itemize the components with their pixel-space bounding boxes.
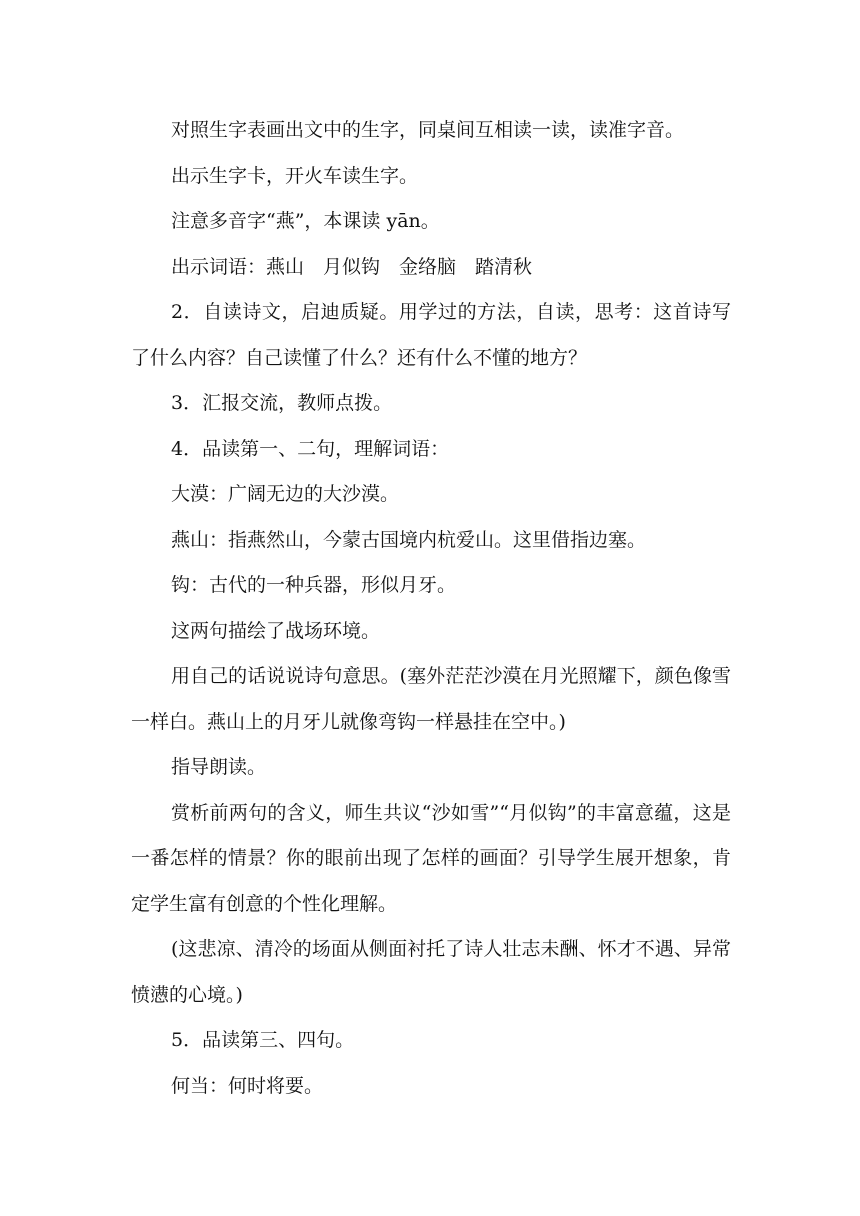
paragraph: 赏析前两句的含义，师生共议“沙如雪”“月似钩”的丰富意蕴，这是一番怎样的情景？你的眼前出现了怎样的画面？引导学生展开想象，肯定学生富有创意的个性化理解。 [131,801,731,915]
paragraph: 用自己的话说说诗句意思。(塞外茫茫沙漠在月光照耀下，颜色像雪一样白。燕山上的月牙儿就像弯钩一样悬挂在空中。) [131,665,731,733]
paragraph: 对照生字表画出文中的生字，同桌间互相读一读，读准字音。 [171,119,685,141]
paragraph: 4．品读第一、二句，理解词语： [171,437,450,460]
paragraph: 何当：何时将要。 [171,1074,324,1097]
paragraph: 燕山：指燕然山，今蒙古国境内杭爱山。这里借指边塞。 [171,528,647,551]
paragraph: 出示生字卡，开火车读生字。 [171,164,419,187]
paragraph: (这悲凉、清冷的场面从侧面衬托了诗人壮志未酬、怀才不遇、异常愤懑的心境。) [131,938,731,1006]
paragraph: 指导朗读。 [171,756,267,778]
paragraph: 注意多音字“燕”，本课读 yān。 [171,210,440,232]
paragraph: 出示词语：燕山 月似钩 金络脑 踏清秋 [171,255,533,278]
paragraph: 5．品读第三、四句。 [171,1029,355,1051]
paragraph: 这两句描绘了战场环境。 [171,619,381,642]
paragraph: 3．汇报交流，教师点拨。 [171,392,393,414]
paragraph: 大漠：广阔无边的大沙漠。 [171,483,400,505]
document-body [131,108,731,1109]
paragraph: 钩：古代的一种兵器，形似月牙。 [171,574,457,596]
paragraph: 2．自读诗文，启迪质疑。用学过的方法，自读，思考：这首诗写了什么内容？自己读懂了什么？还有什么不懂的地方？ [131,301,731,369]
